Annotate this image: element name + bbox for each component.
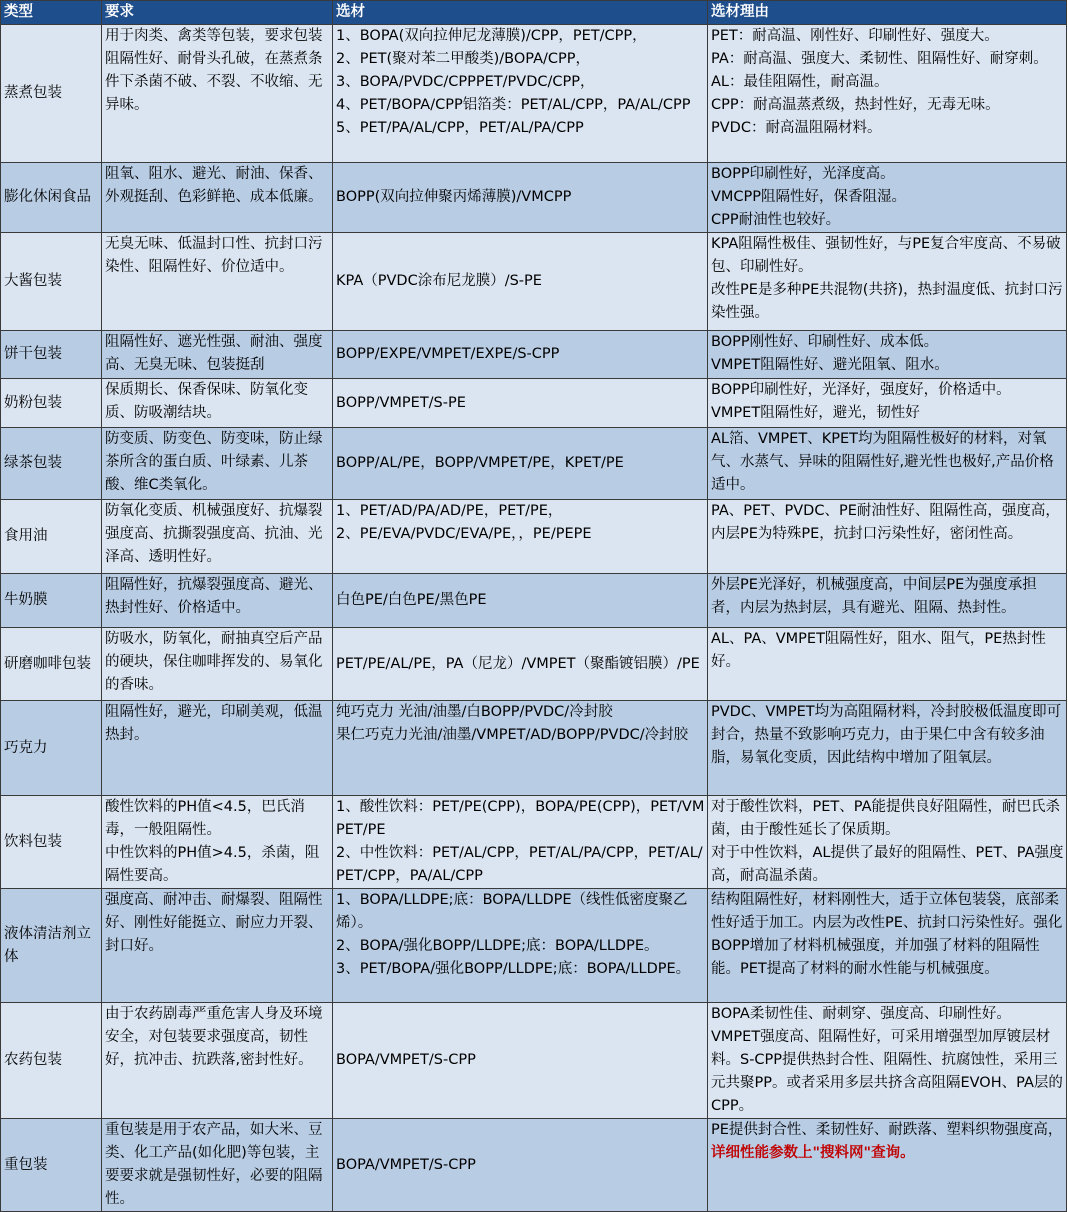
table-row [1,379,1067,428]
cell-reason [708,379,1067,428]
table-row [1,500,1067,574]
cell-reason [708,1119,1067,1212]
cell-reason [708,628,1067,701]
table-row [1,428,1067,500]
cell-reason-line: VMCPP阻隔性好，保香阻湿。 [711,189,907,205]
cell-material [333,233,708,331]
cell-material-line: BOPP(双向拉伸聚丙烯薄膜)/VMCPP [336,189,572,205]
cell-material-line: 2、BOPA/强化BOPP/LLDPE;底：BOPA/LLDPE。 [336,938,659,954]
cell-type: 重包装 [1,1119,102,1212]
header-type: 类型 [1,1,102,25]
cell-reason [708,574,1067,628]
cell-requirement [102,500,333,574]
cell-reason [708,701,1067,796]
cell-reason [708,889,1067,1003]
header-material: 选材 [333,1,708,25]
cell-requirement [102,25,333,163]
cell-requirement-line: 强度高、耐冲击、耐爆裂、阻隔性好、刚性好能挺立、耐应力开裂、封口好。 [105,892,323,954]
cell-reason [708,233,1067,331]
table-row [1,163,1067,233]
cell-type: 奶粉包装 [1,379,102,428]
cell-type: 饮料包装 [1,796,102,889]
cell-requirement-line: 酸性饮料的PH值<4.5，巴氏消毒，一般阻隔性。 [105,799,305,838]
cell-material-line: 3、BOPA/PVDC/CPPPET/PVDC/CPP， [336,74,595,90]
cell-reason-line: CPP：耐高温蒸煮级，热封性好，无毒无味。 [711,97,1000,113]
cell-material [333,379,708,428]
cell-requirement-line: 阻氧、阻水、避光、耐油、保香、外观挺刮、色彩鲜艳、成本低廉。 [105,166,323,205]
cell-type: 食用油 [1,500,102,574]
cell-type: 绿茶包装 [1,428,102,500]
cell-material-line: 果仁巧克力光油/油墨/VMPET/AD/BOPP/PVDC/冷封胶 [336,727,689,743]
cell-requirement-line: 中性饮料的PH值>4.5，杀菌，阻隔性要高。 [105,845,320,884]
cell-reason-line: BOPP刚性好、印刷性好、成本低。 [711,334,939,350]
cell-requirement-line: 防氧化变质、机械强度好、抗爆裂强度高、抗撕裂强度高、抗油、光泽高、透明性好。 [105,503,323,565]
cell-requirement [102,1003,333,1119]
cell-material-line: 白色PE/白色PE/黑色PE [336,592,487,608]
cell-reason-line: AL、PA、VMPET阻隔性好，阻水、阻气，PE热封性好。 [711,631,1046,670]
cell-requirement [102,796,333,889]
cell-type: 研磨咖啡包装 [1,628,102,701]
cell-requirement-line: 防吸水，防氧化，耐抽真空后产品的硬块，保住咖啡挥发的、易氧化的香味。 [105,631,323,693]
cell-material-line: 1、BOPA(双向拉伸尼龙薄膜)/CPP，PET/CPP， [336,28,647,44]
table-body [1,25,1067,1212]
cell-reason-line: PE提供封合性、柔韧性好、耐跌落、塑料织物强度高， [711,1122,1063,1138]
cell-reason-line: PA、PET、PVDC、PE耐油性好、阻隔性高，强度高，内层PE为特殊PE，抗封口污染性好，密闭性高。 [711,503,1060,542]
cell-material-line: BOPA/VMPET/S-CPP [336,1156,476,1173]
cell-reason-line: PVDC、VMPET均为高阻隔材料，冷封胶极低温度即可封合，热量不致影响巧克力，由于果仁中含有较多油脂，易氧化变质，因此结构中增加了阻氧层。 [711,704,1062,766]
cell-reason-line: BOPP印刷性好，光泽好，强度好，价格适中。 [711,382,1011,398]
cell-reason [708,1003,1067,1119]
cell-material-line: 2、PE/EVA/PVDC/EVA/PE，，PE/PEPE [336,526,592,542]
cell-reason-line: BOPP印刷性好，光泽度高。 [711,166,895,182]
cell-material [333,889,708,1003]
cell-reason-line: 对于酸性饮料，PET、PA能提供良好阻隔性，耐巴氏杀菌，由于酸性延长了保质期。 [711,799,1060,838]
header-requirement: 要求 [102,1,333,25]
cell-material-line: 3、PET/BOPA/强化BOPP/LLDPE;底：BOPA/LLDPE。 [336,961,691,977]
cell-reason-line: PVDC：耐高温阻隔材料。 [711,120,882,136]
cell-requirement-line: 防变质、防变色、防变味，防止绿茶所含的蛋白质、叶绿素、儿茶酸、维C类氧化。 [105,431,323,493]
cell-material [333,628,708,701]
cell-requirement [102,428,333,500]
cell-requirement [102,331,333,379]
cell-reason-line: KPA阻隔性极佳、强韧性好，与PE复合牢度高、不易破包、印刷性好。 [711,236,1061,275]
cell-requirement [102,233,333,331]
cell-reason [708,428,1067,500]
table-row [1,889,1067,1003]
cell-requirement-line: 重包装是用于农产品，如大米、豆类、化工产品(如化肥)等包装，主要要求就是强韧性好，必要的阻隔性。 [105,1122,323,1207]
cell-material-line: 5、PET/PA/AL/CPP，PET/AL/PA/CPP [336,120,584,136]
header-row [1,1,1067,25]
table-row [1,25,1067,163]
table-row [1,1003,1067,1119]
cell-material [333,500,708,574]
cell-material-line: PET/PE/AL/PE，PA（尼龙）/VMPET（聚酯镀铝膜）/PE [336,655,700,672]
cell-requirement-line: 阻隔性好，避光，印刷美观，低温热封。 [105,704,323,743]
header-reason: 选材理由 [708,1,1067,25]
cell-material-line: 纯巧克力 光油/油墨/白BOPP/PVDC/冷封胶 [336,704,613,720]
cell-material [333,1119,708,1212]
cell-reason-line: 外层PE光泽好，机械强度高，中间层PE为强度承担者，内层为热封层，具有避光、阻隔、热封性。 [711,577,1037,616]
cell-material-line: 1、酸性饮料：PET/PE(CPP)，BOPA/PE(CPP)，PET/VMPET/PE [336,799,705,838]
cell-material [333,331,708,379]
cell-reason-line: CPP耐油性也较好。 [711,212,841,228]
cell-material-line: BOPP/VMPET/S-PE [336,394,466,411]
cell-requirement [102,1119,333,1212]
cell-reason-line: 对于中性饮料，AL提供了最好的阻隔性、PET、PA强度高，耐高温杀菌。 [711,845,1064,884]
cell-requirement [102,163,333,233]
cell-material-line: BOPP/AL/PE，BOPP/VMPET/PE，KPET/PE [336,455,624,471]
cell-requirement [102,628,333,701]
cell-requirement-line: 保质期长、保香保味、防氧化变质、防吸潮结块。 [105,382,308,421]
cell-requirement-line: 阻隔性好，抗爆裂强度高、避光、热封性好、价格适中。 [105,577,323,616]
cell-material [333,574,708,628]
cell-material [333,796,708,889]
cell-requirement-line: 无臭无味、低温封口性、抗封口污染性、阻隔性好、价位适中。 [105,236,323,275]
cell-material-line: 1、PET/AD/PA/AD/PE，PET/PE， [336,503,563,519]
cell-reason-line: BOPA柔韧性佳、耐刺穿、强度高、印刷性好。 [711,1006,1011,1022]
cell-material-line: BOPA/VMPET/S-CPP [336,1052,476,1068]
cell-requirement [102,379,333,428]
cell-requirement [102,889,333,1003]
cell-material [333,1003,708,1119]
cell-reason-line: 结构阻隔性好，材料刚性大，适于立体包装袋，底部柔性好适于加工。内层为改性PE、抗封口污染性好。强化BOPP增加了材料机械强度，并加强了材料的阻隔性能。PET提高了材料的耐水性能与机械强度。 [711,892,1063,977]
cell-type: 饼干包装 [1,331,102,379]
cell-requirement [102,574,333,628]
table-row [1,796,1067,889]
reference-note: 详细性能参数上"搜料网"查询。 [711,1145,915,1161]
cell-material-line: 1、BOPA/LLDPE;底：BOPA/LLDPE（线性低密度聚乙烯）。 [336,892,688,931]
table-row [1,331,1067,379]
cell-type: 大酱包装 [1,233,102,331]
cell-material-line: 2、中性饮料：PET/AL/CPP，PET/AL/PA/CPP，PET/AL/PET/CPP，PA/AL/CPP [336,845,703,884]
cell-reason [708,25,1067,163]
cell-reason [708,331,1067,379]
cell-material-line: 2、PET(聚对苯二甲酸类)/BOPA/CPP， [336,51,591,67]
cell-type: 蒸煮包装 [1,25,102,163]
cell-requirement [102,701,333,796]
cell-material-line: KPA（PVDC涂布尼龙膜）/S-PE [336,273,542,289]
cell-reason [708,796,1067,889]
table-row [1,574,1067,628]
cell-reason-line: 改性PE是多种PE共混物(共挤)，热封温度低、抗封口污染性强。 [711,282,1063,321]
cell-reason [708,500,1067,574]
cell-material [333,428,708,500]
cell-material [333,701,708,796]
cell-material-line: BOPP/EXPE/VMPET/EXPE/S-CPP [336,346,560,362]
cell-reason-line: VMPET阻隔性好、避光阻氧、阻水。 [711,357,949,373]
table-row [1,628,1067,701]
cell-type: 农药包装 [1,1003,102,1119]
cell-reason-line: PA：耐高温、强度大、柔韧性、阻隔性好、耐穿刺。 [711,51,1048,67]
cell-reason-line: AL箔、VMPET、KPET均为阻隔性极好的材料，对氧气、水蒸气、异味的阻隔性好,避光性也极好,产品价格适中。 [711,431,1054,493]
cell-material [333,25,708,163]
cell-reason-line: AL：最佳阻隔性，耐高温。 [711,74,889,90]
table-row [1,233,1067,331]
cell-material-line: 4、PET/BOPA/CPP铝箔类：PET/AL/CPP，PA/AL/CPP [336,97,691,113]
cell-material [333,163,708,233]
cell-type: 巧克力 [1,701,102,796]
cell-requirement-line: 由于农药剧毒严重危害人身及环境安全，对包装要求强度高，韧性好，抗冲击、抗跌落,密封性好。 [105,1006,323,1068]
table-row [1,1119,1067,1212]
cell-type: 液体清洁剂立体 [1,889,102,1003]
cell-reason-line: VMPET强度高、阻隔性好，可采用增强型加厚镀层材料。S-CPP提供热封合性、阻隔性、抗腐蚀性，采用三元共聚PP。或者采用多层共挤含高阻隔EVOH、PA层的CPP。 [711,1029,1063,1114]
cell-reason-line: VMPET阻隔性好，避光，韧性好 [711,405,920,421]
cell-type: 膨化休闲食品 [1,163,102,233]
cell-reason-line: PET：耐高温、刚性好、印刷性好、强度大。 [711,28,999,44]
cell-type: 牛奶膜 [1,574,102,628]
cell-requirement-line: 用于肉类、禽类等包装，要求包装阻隔性好、耐骨头孔破，在蒸煮条件下杀菌不破、不裂、不收缩、无异味。 [105,28,323,113]
cell-requirement-line: 阻隔性好、遮光性强、耐油、强度高、无臭无味、包装挺刮 [105,334,323,373]
table-row [1,701,1067,796]
cell-reason [708,163,1067,233]
